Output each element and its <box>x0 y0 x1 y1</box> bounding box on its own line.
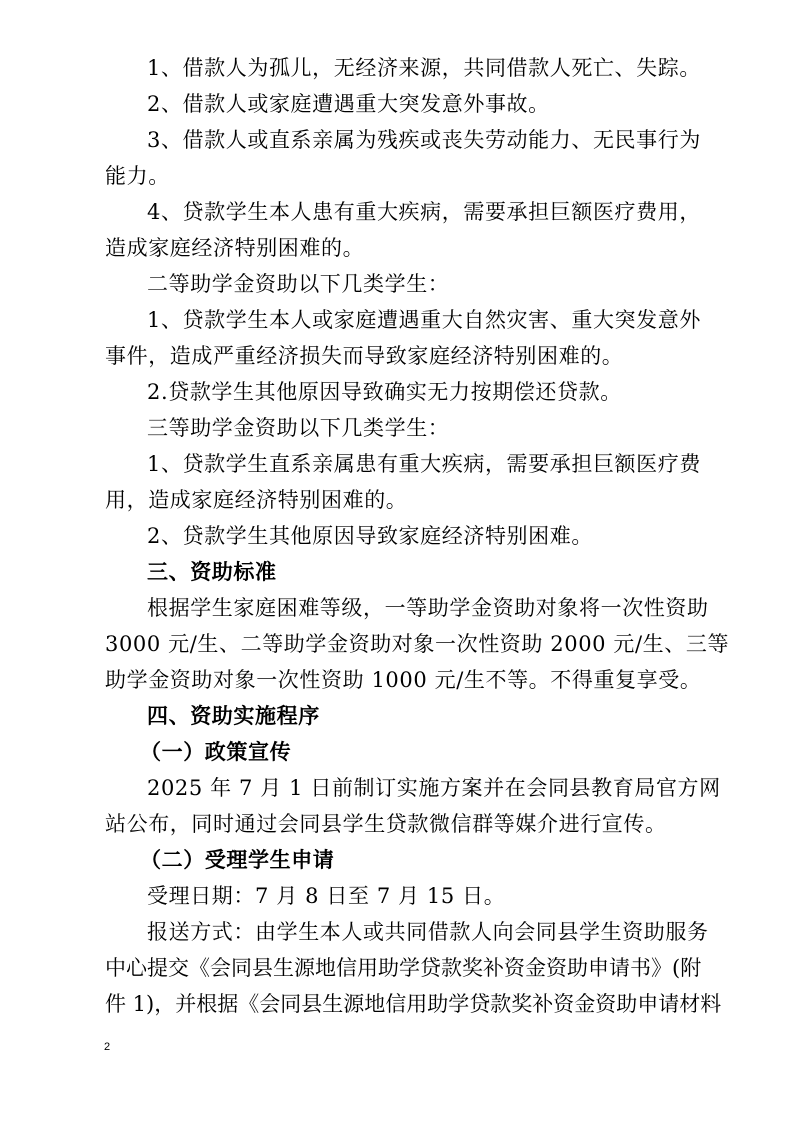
paragraph-line: 报送方式：由学生本人或共同借款人向会同县学生资助服务 <box>147 920 709 944</box>
paragraph-line: 中心提交《会同县生源地信用助学贷款奖补资金资助申请书》(附 <box>105 956 702 980</box>
paragraph-line: 2、借款人或家庭遭遇重大突发意外事故。 <box>147 92 550 116</box>
paragraph-line: 受理日期：7 月 8 日至 7 月 15 日。 <box>147 884 506 908</box>
paragraph-line: 2.贷款学生其他原因导致确实无力按期偿还贷款。 <box>147 380 622 404</box>
page-number: 2 <box>104 1041 111 1053</box>
paragraph-line: 3、借款人或直系亲属为残疾或丧失劳动能力、无民事行为 <box>147 128 701 152</box>
paragraph-line: 2025 年 7 月 1 日前制订实施方案并在会同县教育局官方网 <box>147 776 721 800</box>
paragraph-line: 二等助学金资助以下几类学生： <box>147 272 450 296</box>
paragraph-line: 事件，造成严重经济损失而导致家庭经济特别困难的。 <box>105 344 624 368</box>
subsection-heading: （一）政策宣传 <box>140 739 292 764</box>
paragraph-line: 4、贷款学生本人患有重大疾病，需要承担巨额医疗费用， <box>147 200 701 224</box>
subsection-heading: （二）受理学生申请 <box>140 847 335 872</box>
paragraph-line: 2、贷款学生其他原因导致家庭经济特别困难。 <box>147 524 593 548</box>
paragraph-line: 1、借款人为孤儿，无经济来源，共同借款人死亡、失踪。 <box>147 56 701 80</box>
paragraph-line: 用，造成家庭经济特别困难的。 <box>105 488 408 512</box>
paragraph-line: 能力。 <box>105 164 170 188</box>
paragraph-line: 三等助学金资助以下几类学生： <box>147 416 450 440</box>
paragraph-line: 3000 元/生、二等助学金资助对象一次性资助 2000 元/生、三等 <box>105 632 730 656</box>
section-heading: 三、资助标准 <box>147 560 277 584</box>
paragraph-line: 件 1)，并根据《会同县生源地信用助学贷款奖补资金资助申请材料 <box>105 992 722 1016</box>
paragraph-line: 站公布，同时通过会同县学生贷款微信群等媒介进行宣传。 <box>105 812 667 836</box>
section-heading: 四、资助实施程序 <box>147 704 320 728</box>
paragraph-line: 助学金资助对象一次性资助 1000 元/生不等。不得重复享受。 <box>105 668 702 692</box>
paragraph-line: 1、贷款学生本人或家庭遭遇重大自然灾害、重大突发意外 <box>147 308 701 332</box>
paragraph-line: 根据学生家庭困难等级，一等助学金资助对象将一次性资助 <box>147 596 709 620</box>
paragraph-line: 造成家庭经济特别困难的。 <box>105 236 365 260</box>
paragraph-line: 1、贷款学生直系亲属患有重大疾病，需要承担巨额医疗费 <box>147 452 701 476</box>
